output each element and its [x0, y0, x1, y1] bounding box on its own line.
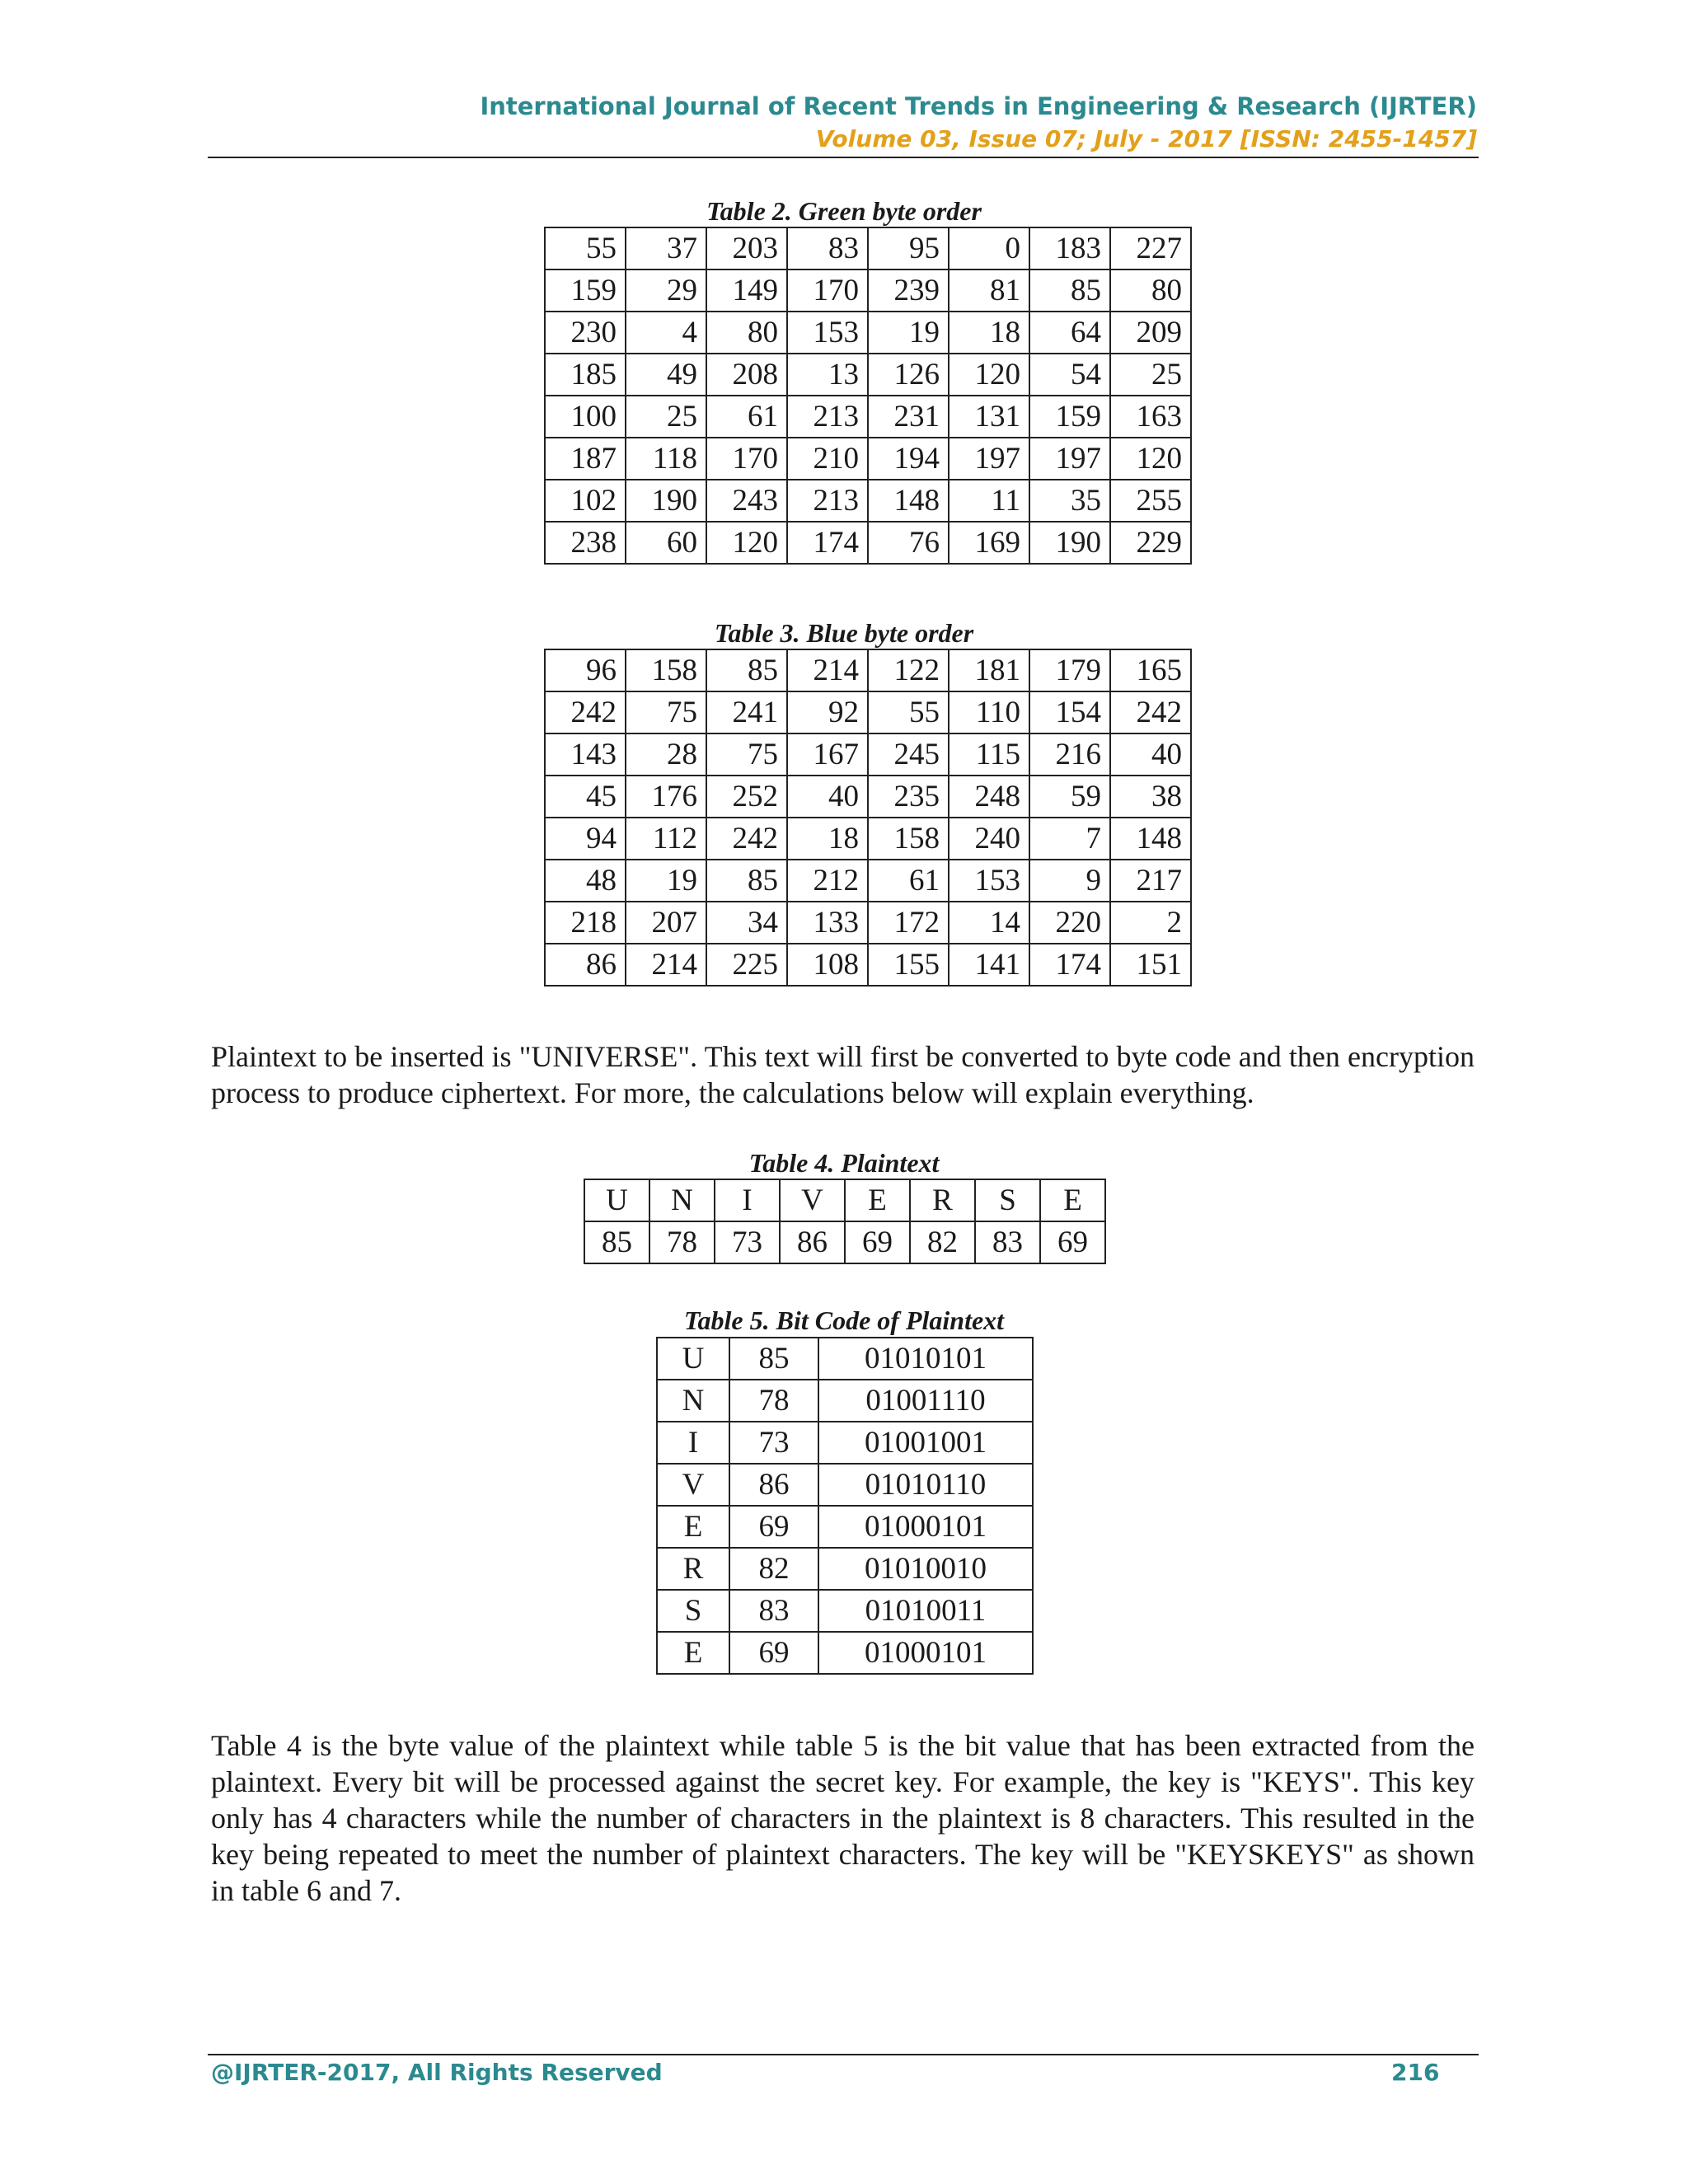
- paragraph-plaintext-intro: Plaintext to be inserted is "UNIVERSE". This text will first be converted to byte code and then encryption process to produce ciphertext. For more, the calculations below will explain everything.: [211, 1040, 1475, 1109]
- table-cell: 112: [626, 818, 706, 860]
- table-cell: 154: [1029, 691, 1110, 733]
- table-cell: 165: [1110, 649, 1191, 691]
- table-cell: 61: [706, 396, 787, 438]
- table-row: [545, 396, 1191, 438]
- table-cell: 81: [949, 269, 1029, 312]
- table-cell: 85: [729, 1338, 818, 1380]
- table-cell: 238: [545, 522, 626, 564]
- table3-caption: Table 3. Blue byte order: [714, 618, 974, 648]
- table-cell: 85: [706, 860, 787, 902]
- table-cell: 55: [868, 691, 949, 733]
- table-cell: 229: [1110, 522, 1191, 564]
- table-cell: 78: [729, 1380, 818, 1422]
- table-row: [657, 1464, 1033, 1506]
- table-cell: 76: [868, 522, 949, 564]
- table-cell: 230: [545, 312, 626, 354]
- table-row: [545, 902, 1191, 944]
- table-cell: 38: [1110, 776, 1191, 818]
- table-cell: 118: [626, 438, 706, 480]
- table-cell: 197: [949, 438, 1029, 480]
- table4-caption: Table 4. Plaintext: [748, 1148, 940, 1178]
- table-cell: 163: [1110, 396, 1191, 438]
- footer-rights: @IJRTER-2017, All Rights Reserved: [211, 2059, 663, 2086]
- table-cell: 69: [1040, 1221, 1105, 1263]
- table-cell: E: [657, 1632, 729, 1674]
- table-cell: S: [975, 1179, 1040, 1221]
- table-row: [545, 269, 1191, 312]
- table-cell: 34: [706, 902, 787, 944]
- table-cell: 172: [868, 902, 949, 944]
- table-cell: 80: [1110, 269, 1191, 312]
- table-cell: 181: [949, 649, 1029, 691]
- table-cell: 209: [1110, 312, 1191, 354]
- table2-green-byte-order: [544, 227, 1192, 565]
- table-cell: 133: [787, 902, 868, 944]
- table-cell: V: [657, 1464, 729, 1506]
- table-cell: 214: [787, 649, 868, 691]
- table-cell: 9: [1029, 860, 1110, 902]
- table-cell: 213: [787, 396, 868, 438]
- table-cell: 167: [787, 733, 868, 776]
- table-cell: 86: [545, 944, 626, 986]
- table-cell: N: [649, 1179, 715, 1221]
- table-cell: 82: [910, 1221, 975, 1263]
- table-cell: 225: [706, 944, 787, 986]
- table-cell: 64: [1029, 312, 1110, 354]
- table-cell: 25: [626, 396, 706, 438]
- table-cell: I: [657, 1422, 729, 1464]
- table-row: [545, 480, 1191, 522]
- table-row: [657, 1632, 1033, 1674]
- table-cell: 108: [787, 944, 868, 986]
- table-row: [545, 522, 1191, 564]
- table-cell: 151: [1110, 944, 1191, 986]
- table-cell: 75: [626, 691, 706, 733]
- table-cell: 75: [706, 733, 787, 776]
- table5-caption: Table 5. Bit Code of Plaintext: [683, 1305, 1005, 1335]
- table-cell: 35: [1029, 480, 1110, 522]
- table-row: [584, 1221, 1105, 1263]
- table-cell: 83: [975, 1221, 1040, 1263]
- table-cell: 19: [626, 860, 706, 902]
- table-cell: 61: [868, 860, 949, 902]
- table-cell: 242: [706, 818, 787, 860]
- table-cell: 241: [706, 691, 787, 733]
- table-cell: 40: [787, 776, 868, 818]
- table-cell: 45: [545, 776, 626, 818]
- table-cell: 73: [729, 1422, 818, 1464]
- table-cell: 95: [868, 227, 949, 269]
- table-cell: 01010110: [818, 1464, 1033, 1506]
- table-cell: 240: [949, 818, 1029, 860]
- table-cell: 120: [949, 354, 1029, 396]
- table-cell: 85: [706, 649, 787, 691]
- table-cell: 01010010: [818, 1548, 1033, 1590]
- table2-caption: Table 2. Green byte order: [706, 196, 982, 226]
- table-cell: 149: [706, 269, 787, 312]
- table-row: [657, 1548, 1033, 1590]
- table-cell: 01001110: [818, 1380, 1033, 1422]
- table-row: [584, 1179, 1105, 1221]
- table-row: [545, 312, 1191, 354]
- table-cell: 170: [787, 269, 868, 312]
- table-cell: 143: [545, 733, 626, 776]
- table-cell: 183: [1029, 227, 1110, 269]
- table4-plaintext: [584, 1179, 1106, 1264]
- header-divider: [208, 157, 1479, 158]
- table-cell: 159: [1029, 396, 1110, 438]
- table-cell: 153: [787, 312, 868, 354]
- table-cell: 18: [949, 312, 1029, 354]
- table-cell: 174: [1029, 944, 1110, 986]
- table-row: [545, 818, 1191, 860]
- table-cell: 0: [949, 227, 1029, 269]
- table-cell: 4: [626, 312, 706, 354]
- table-cell: 227: [1110, 227, 1191, 269]
- table-cell: 01010011: [818, 1590, 1033, 1632]
- table-cell: 94: [545, 818, 626, 860]
- table-cell: 187: [545, 438, 626, 480]
- table-cell: 115: [949, 733, 1029, 776]
- table-cell: 126: [868, 354, 949, 396]
- table-cell: 153: [949, 860, 1029, 902]
- table-cell: 158: [868, 818, 949, 860]
- table-row: [545, 354, 1191, 396]
- table-cell: 54: [1029, 354, 1110, 396]
- table-row: [545, 438, 1191, 480]
- table3-blue-byte-order: [544, 649, 1192, 987]
- table-cell: U: [657, 1338, 729, 1380]
- table-cell: 69: [845, 1221, 910, 1263]
- table-cell: 120: [1110, 438, 1191, 480]
- table-cell: N: [657, 1380, 729, 1422]
- table-cell: 243: [706, 480, 787, 522]
- table-cell: 212: [787, 860, 868, 902]
- table-cell: 213: [787, 480, 868, 522]
- table-cell: 155: [868, 944, 949, 986]
- table-row: [545, 776, 1191, 818]
- journal-title: International Journal of Recent Trends in Engineering & Research (IJRTER): [480, 92, 1477, 120]
- table-row: [545, 944, 1191, 986]
- table-cell: 85: [1029, 269, 1110, 312]
- table-row: [545, 649, 1191, 691]
- table-cell: 83: [729, 1590, 818, 1632]
- table-cell: 220: [1029, 902, 1110, 944]
- table-cell: 170: [706, 438, 787, 480]
- table-cell: 29: [626, 269, 706, 312]
- table-cell: 197: [1029, 438, 1110, 480]
- table-cell: 28: [626, 733, 706, 776]
- table-row: [545, 860, 1191, 902]
- table-cell: 13: [787, 354, 868, 396]
- table-cell: 80: [706, 312, 787, 354]
- table-cell: 214: [626, 944, 706, 986]
- table-cell: E: [1040, 1179, 1105, 1221]
- table-cell: 59: [1029, 776, 1110, 818]
- table-row: [657, 1506, 1033, 1548]
- table-cell: S: [657, 1590, 729, 1632]
- table-cell: 85: [584, 1221, 649, 1263]
- table-cell: 231: [868, 396, 949, 438]
- table-cell: 169: [949, 522, 1029, 564]
- table-cell: 148: [868, 480, 949, 522]
- table-cell: 242: [1110, 691, 1191, 733]
- table-cell: 158: [626, 649, 706, 691]
- table-cell: 25: [1110, 354, 1191, 396]
- table-cell: 239: [868, 269, 949, 312]
- table-cell: 96: [545, 649, 626, 691]
- table-cell: 14: [949, 902, 1029, 944]
- table-cell: 100: [545, 396, 626, 438]
- table-cell: 86: [780, 1221, 845, 1263]
- table-cell: E: [657, 1506, 729, 1548]
- table-cell: 131: [949, 396, 1029, 438]
- table-cell: 01000101: [818, 1632, 1033, 1674]
- table-cell: 176: [626, 776, 706, 818]
- table-cell: 179: [1029, 649, 1110, 691]
- table-cell: 60: [626, 522, 706, 564]
- table-cell: 7: [1029, 818, 1110, 860]
- table-cell: 208: [706, 354, 787, 396]
- table-cell: 01001001: [818, 1422, 1033, 1464]
- table-cell: 252: [706, 776, 787, 818]
- table-cell: 159: [545, 269, 626, 312]
- table-cell: V: [780, 1179, 845, 1221]
- table-cell: 40: [1110, 733, 1191, 776]
- table-cell: 235: [868, 776, 949, 818]
- table-row: [545, 227, 1191, 269]
- paragraph-key-explanation: Table 4 is the byte value of the plaintext while table 5 is the bit value that has been extracted from the plaintext. Every bit will be processed against the secret key. For example, the key is "KEYS". This key only has 4 characters while the number of characters in the plaintext is 8 characters. This resulted in the key being repeated to meet the number of plaintext characters. The key will be "KEYSKEYS" as shown in table 6 and 7.: [211, 1729, 1475, 1907]
- table-cell: R: [657, 1548, 729, 1590]
- table-row: [545, 691, 1191, 733]
- table-cell: 255: [1110, 480, 1191, 522]
- table-row: [657, 1380, 1033, 1422]
- table-cell: 55: [545, 227, 626, 269]
- table-cell: 82: [729, 1548, 818, 1590]
- table-row: [545, 733, 1191, 776]
- table-cell: 49: [626, 354, 706, 396]
- table-cell: 242: [545, 691, 626, 733]
- table-cell: 19: [868, 312, 949, 354]
- table-cell: 48: [545, 860, 626, 902]
- table-cell: 110: [949, 691, 1029, 733]
- table-row: [657, 1590, 1033, 1632]
- table-cell: 01010101: [818, 1338, 1033, 1380]
- table-cell: 83: [787, 227, 868, 269]
- table-cell: 218: [545, 902, 626, 944]
- table-row: [657, 1338, 1033, 1380]
- table-cell: 148: [1110, 818, 1191, 860]
- table5-bit-code: [656, 1337, 1034, 1675]
- table-cell: 190: [1029, 522, 1110, 564]
- table-cell: 245: [868, 733, 949, 776]
- table-cell: 120: [706, 522, 787, 564]
- table-cell: 2: [1110, 902, 1191, 944]
- table-cell: 210: [787, 438, 868, 480]
- table-cell: 78: [649, 1221, 715, 1263]
- table-cell: 248: [949, 776, 1029, 818]
- page-number: 216: [1391, 2059, 1440, 2086]
- table-cell: 01000101: [818, 1506, 1033, 1548]
- table-cell: 102: [545, 480, 626, 522]
- table-cell: 217: [1110, 860, 1191, 902]
- table-cell: 207: [626, 902, 706, 944]
- table-cell: R: [910, 1179, 975, 1221]
- table-cell: 11: [949, 480, 1029, 522]
- table-cell: 37: [626, 227, 706, 269]
- table-row: [657, 1422, 1033, 1464]
- table-cell: 174: [787, 522, 868, 564]
- table-cell: 141: [949, 944, 1029, 986]
- table-cell: 194: [868, 438, 949, 480]
- table-cell: 69: [729, 1632, 818, 1674]
- table-cell: 69: [729, 1506, 818, 1548]
- table-cell: U: [584, 1179, 649, 1221]
- table-cell: I: [715, 1179, 780, 1221]
- table-cell: 122: [868, 649, 949, 691]
- table-cell: E: [845, 1179, 910, 1221]
- footer-divider: [208, 2054, 1479, 2055]
- table-cell: 73: [715, 1221, 780, 1263]
- table-cell: 86: [729, 1464, 818, 1506]
- table-cell: 190: [626, 480, 706, 522]
- table-cell: 203: [706, 227, 787, 269]
- table-cell: 92: [787, 691, 868, 733]
- table-cell: 185: [545, 354, 626, 396]
- table-cell: 18: [787, 818, 868, 860]
- table-cell: 216: [1029, 733, 1110, 776]
- journal-volume: Volume 03, Issue 07; July - 2017 [ISSN: 2455-1457]: [815, 125, 1477, 152]
